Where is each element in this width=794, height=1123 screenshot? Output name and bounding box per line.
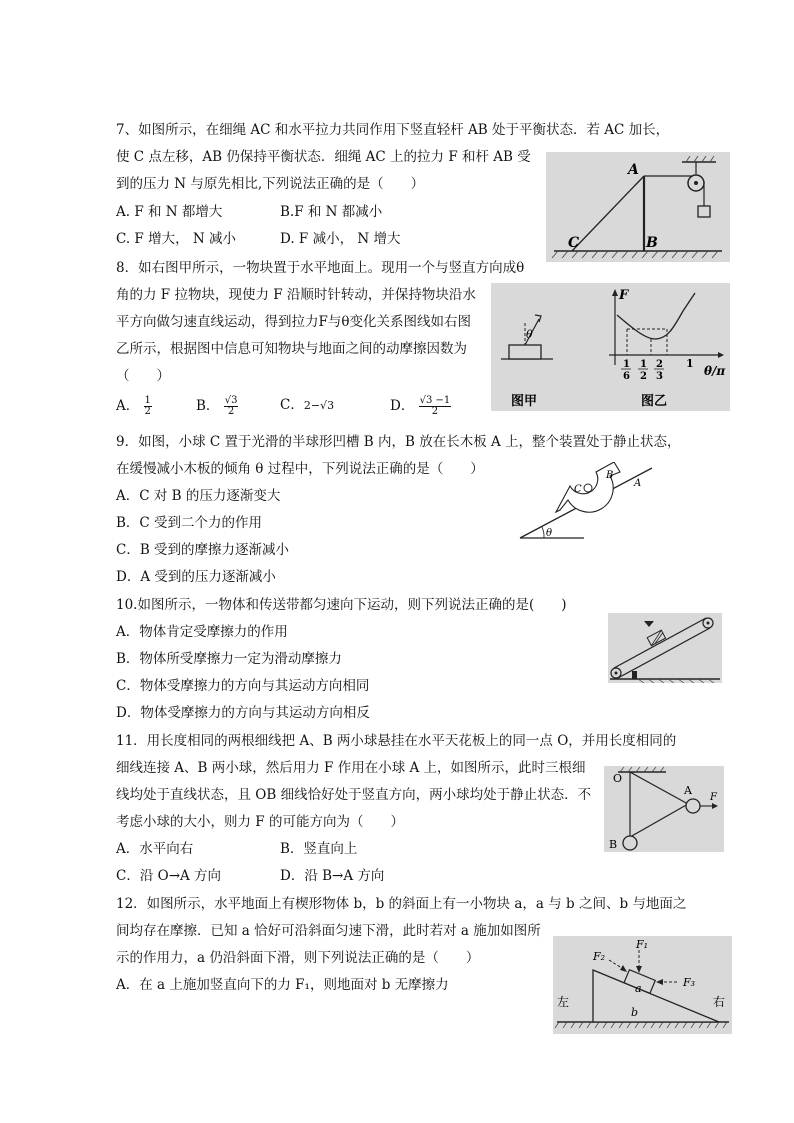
q12-label-left: 左 [557, 995, 570, 1009]
q9-option-c: C．B 受到的摩擦力逐渐减小 [116, 542, 290, 558]
q8-option-a-num: 1 [144, 395, 151, 406]
q11-option-c: C．沿 O→A 方向 [116, 868, 222, 884]
q10-stem-line-1: 10.如图所示，一物体和传送带都匀速向下运动，则下列说法正确的是( ) [116, 597, 567, 613]
q8-caption-yi: 图乙 [641, 394, 668, 409]
q10-figure [608, 613, 722, 683]
q7-figure [546, 152, 730, 262]
q7-label-a: A [628, 162, 639, 178]
q8-tick-1-num: 1 [623, 359, 630, 370]
q8-tick-3-den: 3 [656, 371, 663, 382]
q9-label-c: C [574, 484, 582, 495]
q8-option-a-den: 2 [144, 406, 151, 417]
q8-axis-f: F [619, 288, 629, 303]
q7-stem-line-2: 使 C 点左移，AB 仍保持平衡状态．细绳 AC 上的拉力 F 和杆 AB 受 [116, 149, 531, 165]
q8-tick-2-den: 2 [640, 371, 647, 382]
q11-option-a: A．水平向右 [116, 841, 194, 857]
q7-rod-rope-diagram [546, 152, 730, 262]
q12-figure [553, 936, 732, 1034]
q8-caption-jia: 图甲 [511, 394, 538, 409]
q8-force-graph [491, 283, 730, 411]
q12-label-f2: F₂ [593, 950, 606, 963]
q8-tick-1-den: 6 [623, 371, 630, 382]
q8-option-d-num: √3 −1 [419, 395, 451, 406]
q12-label-f1: F₁ [636, 938, 649, 951]
q7-option-c: C. F 增大， N 减小 [116, 231, 236, 247]
q8-axis-theta: θ/π [704, 364, 726, 378]
q8-stem-line-4: 乙所示，根据图中信息可知物块与地面之间的动摩擦因数为 [116, 341, 467, 357]
q8-tick-3-num: 2 [656, 359, 663, 370]
q12-stem-line-3: 示的作用力，a 仍沿斜面下滑，则下列说法正确的是（ ） [116, 950, 480, 966]
q12-label-f3: F₃ [683, 976, 696, 989]
q8-option-b-letter: B． [196, 398, 220, 414]
q12-stem-line-2: 间均存在摩擦．已知 a 恰好可沿斜面匀速下滑，此时若对 a 施加如图所 [116, 923, 541, 939]
q11-stem-line-1: 11．用长度相同的两根细线把 A、B 两小球悬挂在水平天花板上的同一点 O，并用长度相同的 [116, 733, 677, 749]
q7-option-a: A. F 和 N 都增大 [116, 204, 223, 220]
q8-option-a [116, 396, 152, 417]
q11-label-a: A [684, 784, 692, 797]
q8-tick-one: 1 [686, 357, 694, 370]
q9-label-theta: θ [546, 528, 553, 539]
q9-option-b: B．C 受到二个力的作用 [116, 515, 263, 531]
q10-option-c: C．物体受摩擦力的方向与其运动方向相同 [116, 678, 370, 694]
q9-incline-diagram [516, 462, 656, 542]
q7-stem-line-3: 到的压力 N 与原先相比,下列说法正确的是（ ） [116, 176, 425, 192]
q8-option-a-letter: A． [116, 398, 140, 414]
q10-option-d: D．物体受摩擦力的方向与其运动方向相反 [116, 705, 370, 721]
q8-option-d-den: 2 [431, 406, 439, 417]
q11-stem-line-4: 考虑小球的大小，则力 F 的可能方向为（ ） [116, 814, 404, 830]
q9-option-d: D．A 受到的压力逐渐减小 [116, 569, 276, 585]
q8-stem-line-5: （ ） [116, 368, 170, 384]
q11-pendulum-diagram [604, 766, 724, 852]
q8-tick-2-num: 1 [640, 359, 647, 370]
q7-label-b: B [646, 235, 658, 251]
q8-option-c [280, 396, 334, 415]
q12-label-a: a [635, 982, 642, 995]
q8-option-d-letter: D． [390, 398, 415, 414]
q9-label-a: A [634, 478, 642, 489]
q8-option-d-fraction [419, 396, 452, 417]
q8-option-a-fraction [144, 396, 152, 417]
q10-option-a: A．物体肯定受摩擦力的作用 [116, 624, 288, 640]
q9-stem-line-2: 在缓慢减小木板的倾角 θ 过程中，下列说法正确的是（ ） [116, 461, 484, 477]
q11-label-b: B [609, 838, 618, 851]
q8-option-c-letter: C． [280, 397, 304, 413]
q8-option-b-fraction [224, 396, 239, 417]
q8-option-b [196, 396, 238, 417]
q9-figure [516, 462, 656, 542]
q7-stem-line-1: 7、如图所示，在细绳 AC 和水平拉力共同作用下竖直轻杆 AB 处于平衡状态．若 AC 加长， [116, 122, 670, 138]
q7-option-b: B.F 和 N 都减小 [280, 204, 383, 220]
q8-option-b-num: √3 [224, 395, 238, 406]
q11-stem-line-3: 线均处于直线状态，且 OB 细线恰好处于竖直方向，两小球均处于静止状态．不 [116, 787, 592, 803]
q8-option-d [390, 396, 451, 417]
q11-label-o: O [613, 772, 623, 785]
q9-stem-line-1: 9．如图，小球 C 置于光滑的半球形凹槽 B 内，B 放在长木板 A 上，整个装置处于静止状态， [116, 434, 681, 450]
q12-stem-line-1: 12．如图所示，水平地面上有楔形物体 b，b 的斜面上有一小物块 a，a 与 b 之间、b 与地面之 [116, 896, 687, 912]
q8-stem-line-3: 平方向做匀速直线运动，得到拉力F与θ变化关系图线如右图 [116, 314, 471, 330]
q10-conveyor-diagram [608, 613, 722, 683]
q9-option-a: A．C 对 B 的压力逐渐变大 [116, 488, 281, 504]
q8-option-b-den: 2 [227, 406, 235, 417]
q10-option-b: B．物体所受摩擦力一定为滑动摩擦力 [116, 651, 342, 667]
q12-wedge-diagram [553, 936, 732, 1034]
q11-figure [604, 766, 724, 852]
q8-stem-line-1: 8．如右图甲所示，一物块置于水平地面上。现用一个与竖直方向成θ [116, 260, 525, 276]
q12-label-b: b [631, 1006, 639, 1019]
q11-option-b: B．竖直向上 [280, 841, 358, 857]
q7-option-d: D. F 减小， N 增大 [280, 231, 401, 247]
q11-stem-line-2: 细线连接 A、B 两小球，然后用力 F 作用在小球 A 上，如图所示，此时三根细 [116, 760, 586, 776]
q8-option-c-text: 2−√3 [303, 399, 335, 412]
q12-option-a: A．在 a 上施加竖直向下的力 F₁，则地面对 b 无摩擦力 [116, 977, 449, 993]
q11-option-d: D．沿 B→A 方向 [280, 868, 385, 884]
q11-label-f: F [710, 792, 717, 803]
q8-label-theta: θ [526, 328, 533, 341]
q7-label-c: C [568, 235, 580, 251]
q8-stem-line-2: 角的力 F 拉物块，现使力 F 沿顺时针转动，并保持物块沿水 [116, 287, 476, 303]
q12-label-right: 右 [713, 995, 726, 1009]
q8-figure [491, 283, 730, 411]
q9-label-b: B [606, 470, 614, 481]
